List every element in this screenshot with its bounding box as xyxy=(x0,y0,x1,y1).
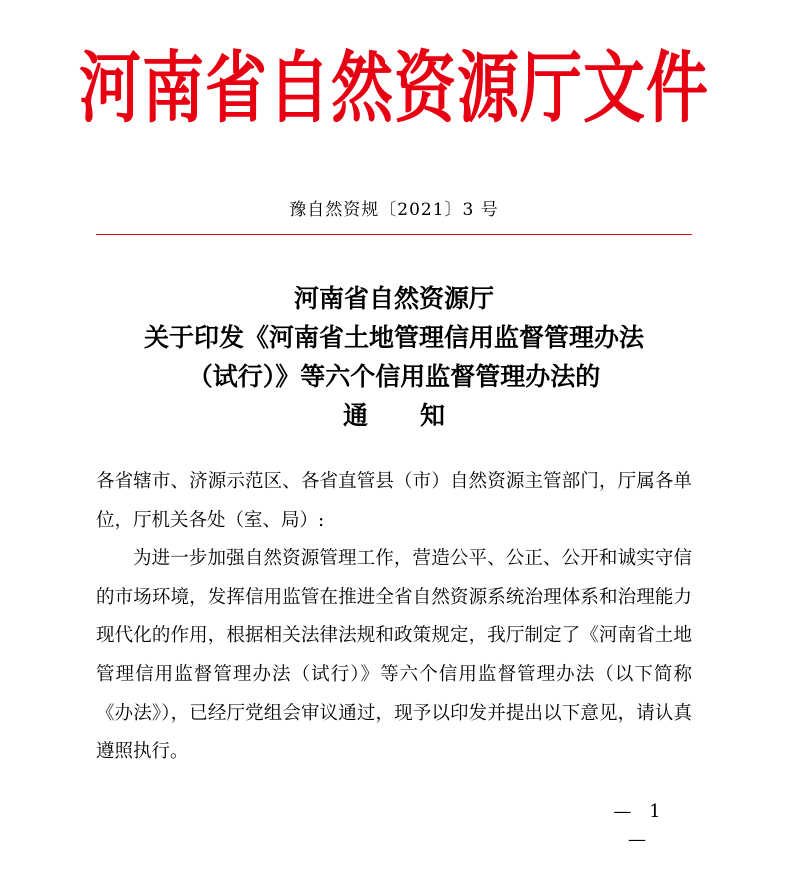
page-number: — 1 — xyxy=(613,801,667,850)
title-line-subject: 关于印发《河南省土地管理信用监督管理办法 xyxy=(143,323,644,352)
title-line-subject-cont: （试行）》等六个信用监督管理办法的 xyxy=(187,362,601,391)
document-title xyxy=(0,279,788,435)
salutation: 各省辖市、济源示范区、各省直管县（市）自然资源主管部门，厅属各单位，厅机关各处（室、局）: xyxy=(96,471,692,531)
document-number: 豫自然资规〔2021〕3 号 xyxy=(289,200,499,220)
body-paragraph: 为进一步加强自然资源管理工作，营造公平、公正、公开和诚实守信的市场环境，发挥信用监管在推进全省自然资源系统治理体系和治理能力现代化的作用，根据相关法律法规和政策规定，我厅制定了《河南省土地管理信用监督管理办法（试行）》等六个信用监督管理办法（以下简称《办法》），已经厅党组会审议通过，现予以印发并提出以下意见，请认真遵照执行。 xyxy=(96,548,692,763)
document-body xyxy=(96,463,692,772)
document-masthead: 河南省自然资源厅文件 xyxy=(78,41,709,133)
title-line-issuer: 河南省自然资源厅 xyxy=(293,284,494,313)
red-divider-line xyxy=(96,234,692,235)
title-line-notice: 通知 xyxy=(342,401,497,430)
